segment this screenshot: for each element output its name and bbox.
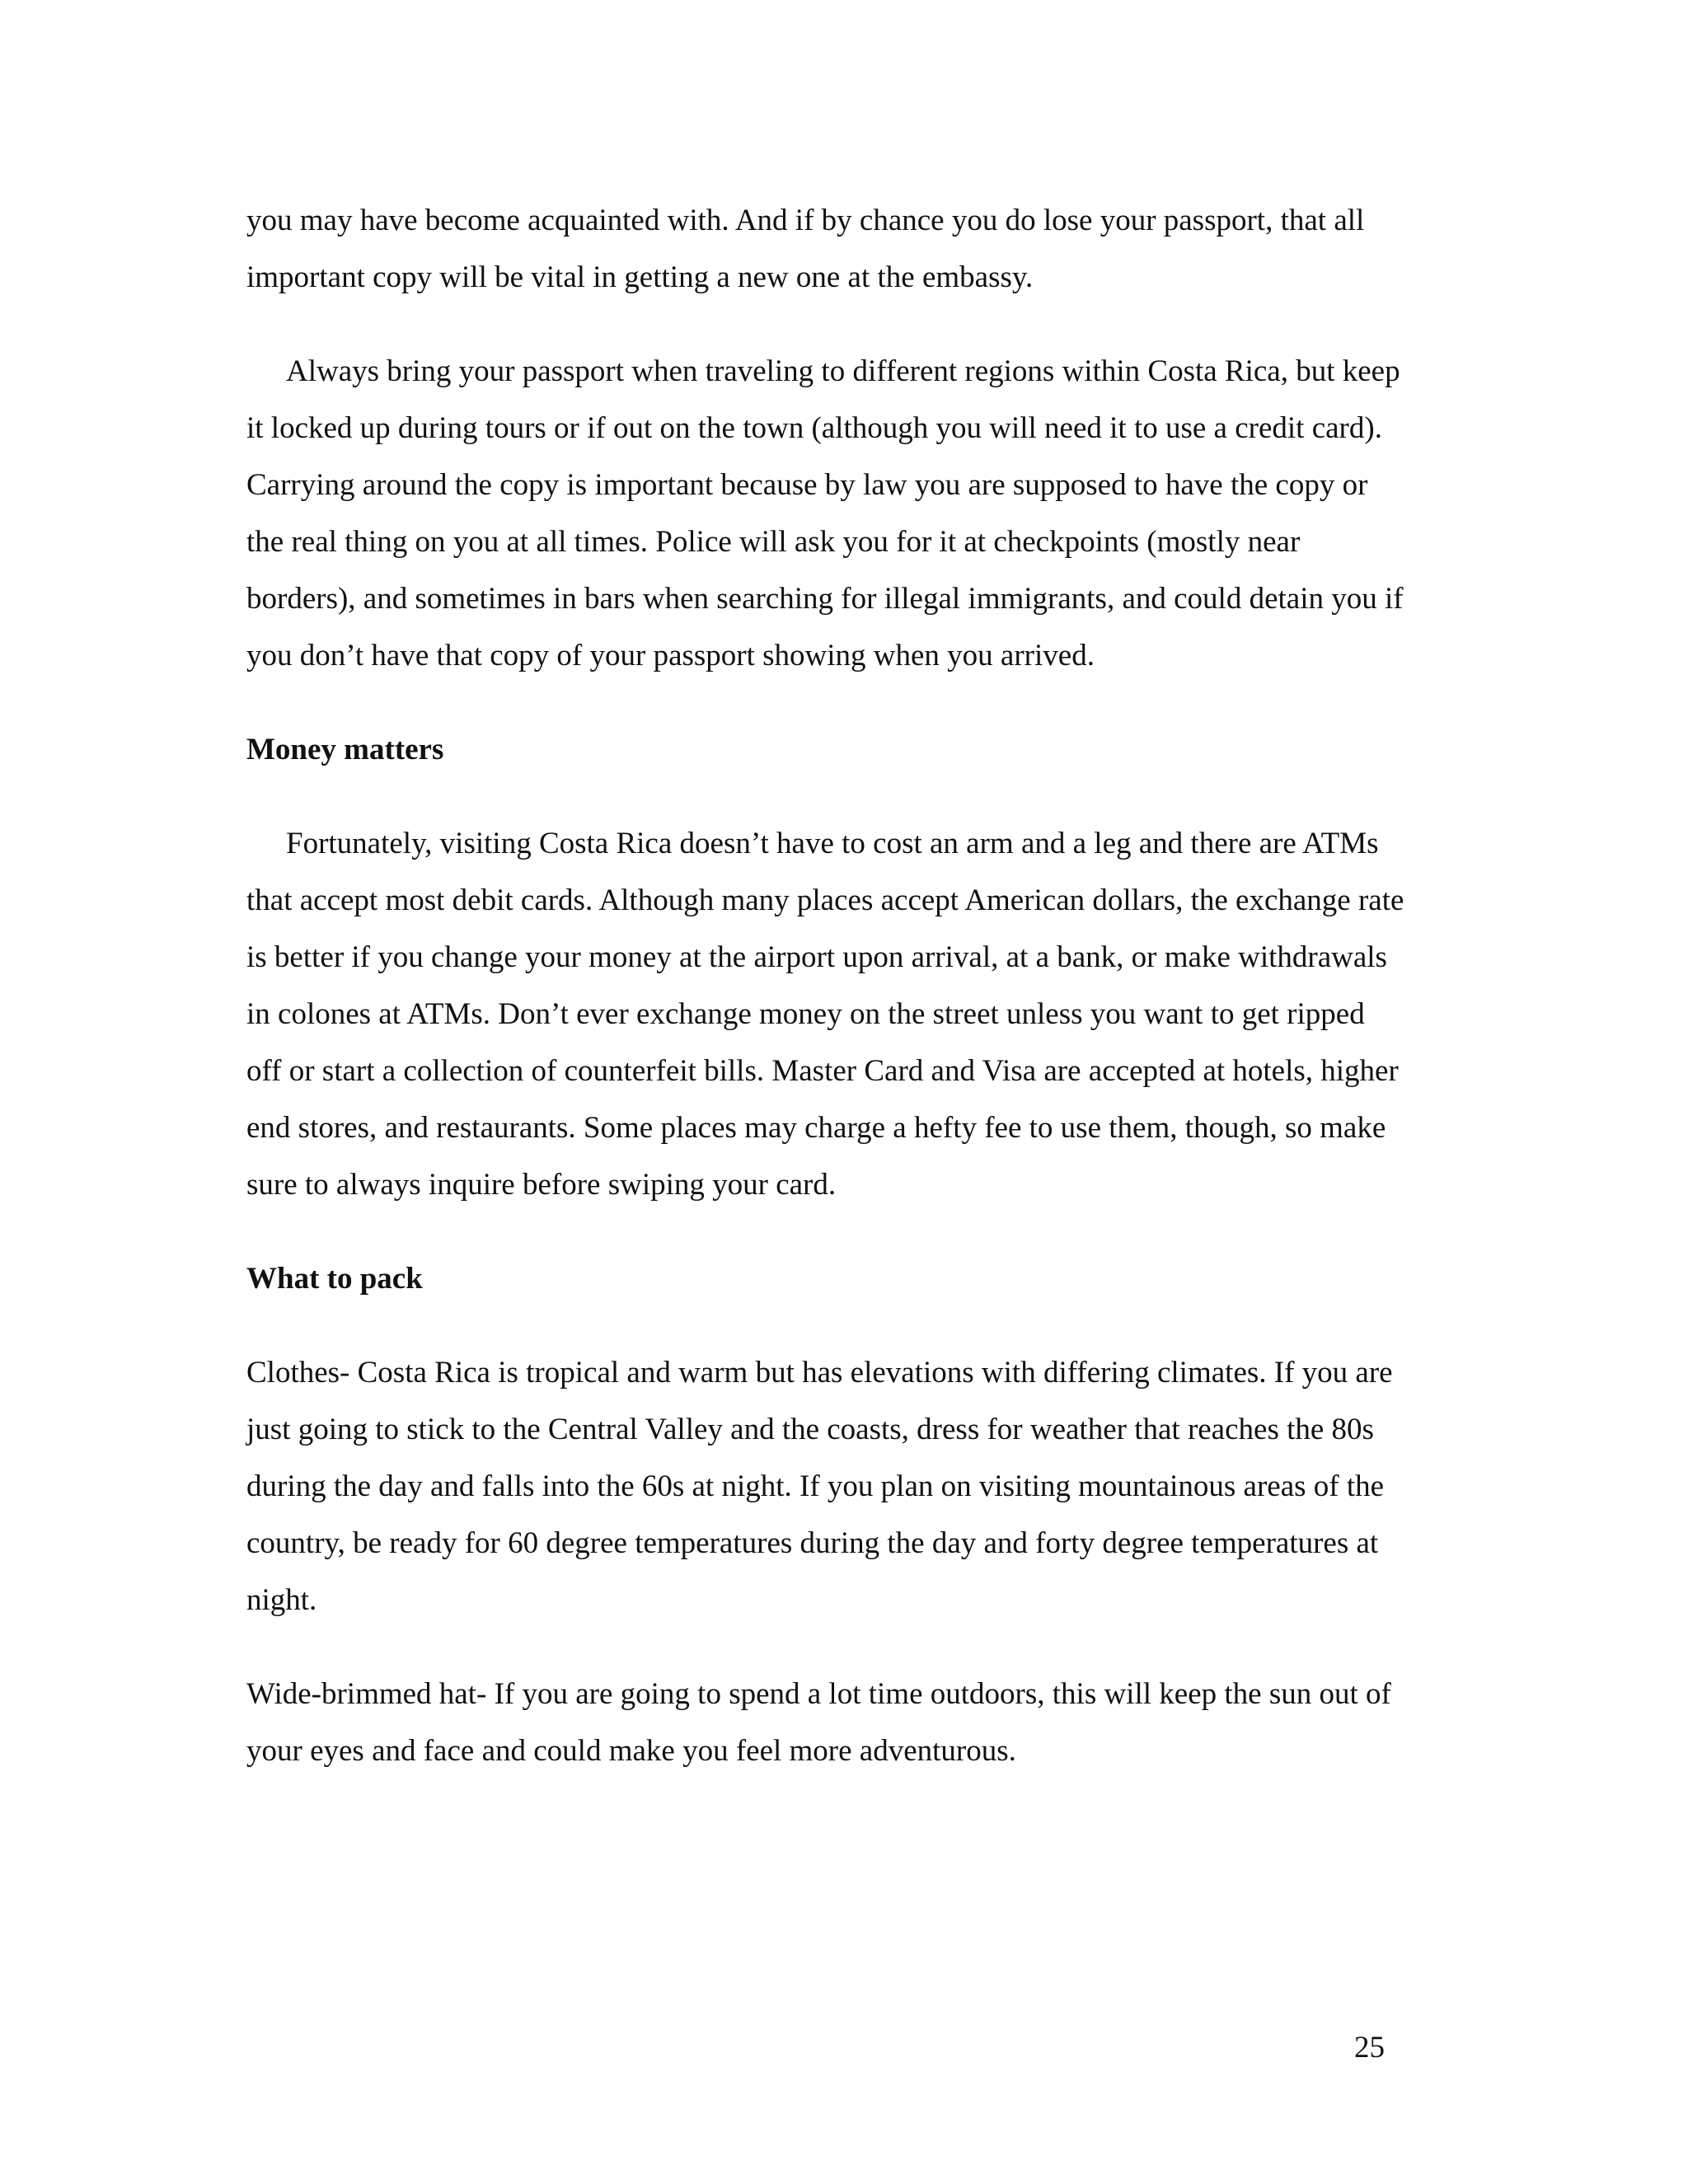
paragraph-money: Fortunately, visiting Costa Rica doesn’t have to cost an arm and a leg and there are ATMs that accept most debit cards. Although many places accept American dollars, the exchange rate is better if you change your money at the airport upon arrival, at a bank, or make withdrawals in colones at ATMs. Don’t ever exchange money on the street unless you want to get ripped off or start a collection of counterfeit bills. Master Card and Visa are accepted at hotels, higher end stores, and restaurants. Some places may charge a hefty fee to use them, though, so make sure to always inquire before swiping your card. xyxy=(246,827,1404,1202)
heading-money-matters: Money matters xyxy=(246,733,444,766)
heading-what-to-pack: What to pack xyxy=(246,1262,423,1296)
paragraph-hat: Wide-brimmed hat- If you are going to spend a lot time outdoors, this will keep the sun out of your eyes and face and could make you feel more adventurous. xyxy=(246,1677,1391,1768)
paragraph-clothes: Clothes- Costa Rica is tropical and warm but has elevations with differing climates. If you are just going to stick to the Central Valley and the coasts, dress for weather that reaches the 80s during the day and falls into the 60s at night. If you plan on visiting mountainous areas of the country, be ready for 60 degree temperatures during the day and forty degree temperatures at night. xyxy=(246,1356,1393,1617)
paragraph-passport-copy: you may have become acquainted with. And if by chance you do lose your passport, that all important copy will be vital in getting a new one at the embassy. xyxy=(246,204,1365,294)
page-number: 25 xyxy=(1354,2031,1385,2064)
paragraph-passport-travel: Always bring your passport when traveling to different regions within Costa Rica, but keep it locked up during tours or if out on the town (although you will need it to use a credit card). Carrying around the copy is important because by law you are supposed to have the copy or the real thing on you at all times. Police will ask you for it at checkpoints (mostly near borders), and sometimes in bars when searching for illegal immigrants, and could detain you if you don’t have that copy of your passport showing when you arrived. xyxy=(246,354,1404,673)
document-page xyxy=(246,192,1404,1779)
